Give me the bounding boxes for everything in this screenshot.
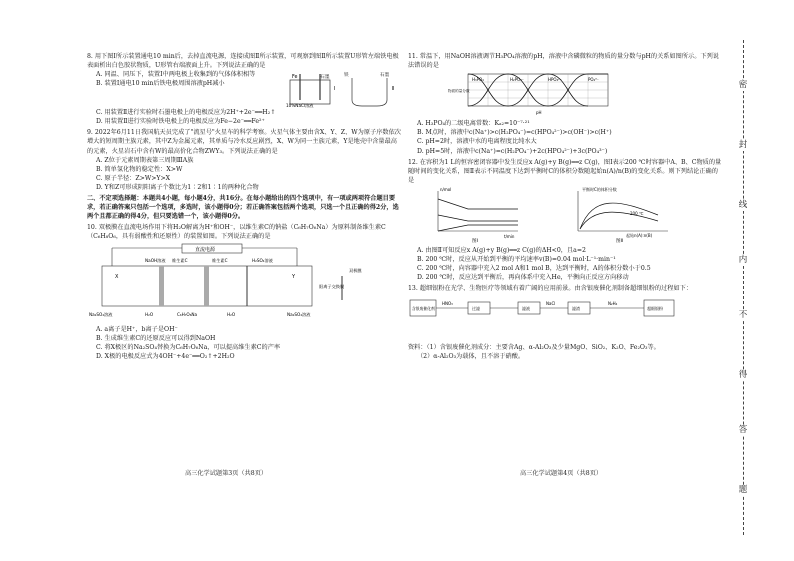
q13-start: 含银废催化剂 — [412, 305, 435, 311]
q11-option-c: C. pH=2时，溶液中水的电离程度比纯水大 — [417, 138, 537, 146]
q13-n2h4: N₂H₄ — [608, 300, 618, 306]
binding-char-3: 线 — [736, 200, 750, 211]
question-13 — [408, 284, 723, 360]
q13-acid: HNO₃ — [442, 300, 453, 306]
q8-figure — [282, 70, 402, 108]
q8-cell-1 — [290, 80, 330, 104]
q11-option-b: B. M点时，溶液中c(Na⁺)>c(H₂PO₄⁻)=c(HPO₄²⁻)>c(OH⁻)>c(H⁺) — [417, 129, 612, 137]
binding-line — [734, 40, 754, 535]
q12-fig2: 图Ⅱ — [616, 238, 623, 243]
q10-h2o-1: H₂O — [145, 311, 154, 317]
q10-figure — [87, 242, 387, 322]
q13-note-2: （2）α-Al₂O₃为载体，且不溶于硝酸。 — [417, 352, 525, 360]
q12-curve-c — [438, 225, 518, 231]
q12-t200: 200 ℃ — [630, 210, 644, 216]
q10-option-b: B. 生成维生素C的还原反应可以得到NaOH — [96, 334, 216, 342]
q10-salt-label: C₆H₇O₆Na — [177, 311, 198, 317]
q13-flowchart — [408, 294, 708, 340]
q10-vc-label: 维生素C — [172, 257, 188, 263]
question-12 — [408, 158, 723, 283]
q10-stem: 10. 双极膜在直流电场作用下将H₂O解离为H⁺和OH⁻，以维生素C的钠盐（C₆H₇O₆Na）为原料制备维生素C（C₆H₈O₆，具有弱酸性和还原性）的装置如图。下列说法正确的是 — [87, 224, 386, 241]
q11-label-hpo4: HPO₄²⁻ — [548, 77, 562, 83]
q13-note-1: 资料：（1）含银废催化剂成分：主要含Ag、α-Al₂O₃及少量MgO、SiO₂、K₂O、Fe₂O₃等。 — [408, 343, 660, 351]
q8-option-c: C. 用装置Ⅱ进行实验时石墨电极上的电极反应为2H⁺+2e⁻══H₂↑ — [96, 109, 276, 117]
section-2-heading: 二、不定项选择题：本题共4小题，每小题4分，共16分。在每小题给出的四个选项中，有一项或两项符合题目要求，若正确答案只包括一个选项，多选时，该小题得0分；若正确答案包括两个选项，只选一个且正确的得2分，选两个且都正确的得4分，但只要选错一个，该小题得0分。 — [87, 195, 399, 221]
q8-fig-ii: Ⅱ — [392, 86, 395, 93]
q10-h2o-2: H₂O — [227, 311, 236, 317]
question-8 — [87, 52, 402, 126]
q12-option-b: B. 200 ℃时，反应从开始到平衡的平均速率v(B)=0.04 mol·L⁻¹·min⁻¹ — [417, 256, 616, 264]
q10-power-label: 直流电源 — [195, 246, 216, 253]
q13-product: 超细银粉 — [647, 305, 663, 311]
q10-option-a: A. a离子是H⁺，b离子是OH⁻ — [96, 325, 178, 333]
q10-y-label: Y — [292, 273, 296, 280]
binding-char-5: 不 — [736, 310, 750, 321]
q11-label-h2po4: H₂PO₄⁻ — [510, 77, 524, 83]
q12-fig1: 图Ⅰ — [472, 238, 478, 243]
q13-stem: 13. 超细银粉在光学、生物医疗等领域有着广阔的应用前景。由含银废催化剂制备超细银粉的过程如下： — [408, 285, 693, 293]
q10-naoh-label: NaOH溶液 — [145, 257, 166, 263]
q13-residue: 滤渣 — [572, 305, 580, 311]
binding-char-6: 得 — [736, 370, 750, 381]
q11-option-d: D. pH=5时，溶液中c(Na⁺)=c(H₂PO₄⁻)+2c(HPO₄²⁻)+3c(PO₄³⁻) — [417, 147, 608, 155]
q12-curve-a — [438, 199, 518, 209]
q8-iron-label: 铁 — [344, 73, 349, 79]
q8-graphite-label: 石墨 — [320, 75, 330, 81]
left-page — [87, 52, 402, 363]
question-11 — [408, 52, 723, 156]
q8-option-a: A. 同温、同压下，装置Ⅰ中两电极上收集到的气体体积相等 — [96, 71, 256, 79]
q10-x-label: X — [115, 273, 119, 280]
q10-bipolar-membrane-2 — [204, 266, 209, 306]
q13-filtrate: 滤液 — [522, 305, 530, 311]
q13-filter: 过滤 — [472, 305, 480, 311]
q12-curve-200 — [580, 212, 658, 229]
q10-option-c: C. 将X极区的Na₂SO₄替换为C₆H₇O₆Na，可以提高维生素C的产率 — [96, 343, 281, 351]
q12-curve-b — [438, 215, 518, 221]
q12-ratio: 起始n(A):n(B) — [626, 232, 653, 238]
q12-option-a: A. 由图Ⅱ可知反应x A(g)+y B(g)══z C(g)的ΔH<0，且a=2 — [417, 247, 586, 255]
q11-label-h3po4: H₃PO₄ — [472, 77, 484, 83]
binding-char-2: 封 — [736, 140, 750, 151]
binding-char-1: 密 — [736, 80, 750, 91]
left-footer: 高三化学试题第3页（共8页） — [185, 470, 268, 477]
q8-fe-label: Fe — [292, 75, 298, 81]
q12-tmin: t/min — [504, 233, 515, 239]
q9-option-b: B. 简单氢化物的稳定性：X>W — [96, 165, 183, 173]
q11-label-po4: PO₄³⁻ — [588, 77, 599, 83]
q10-na2so4-right: Na₂SO₄溶液 — [287, 311, 311, 317]
q9-stem: 9. 2022年6月11日我国航天员完成了"流星号"火星车的科学考察。火星气体主要由含X、Y、Z、W为原子序数依次增大的短周期主族元素，其中Z为金属元素，其单质与冷水反应剧烈，X、W为同一主族元素，Y是地壳中含量最高的元素，火星岩石中含有W的最高价化合物ZWY₃。下列说法正确的是 — [87, 129, 401, 155]
q9-option-c: C. 原子半径：Z>W>Y>X — [96, 174, 171, 182]
q11-option-a: A. H₃PO₄的二级电离常数：Kₐ₂=10⁻⁷·²¹ — [417, 120, 530, 128]
q8-graphite2-label: 石墨 — [380, 73, 390, 79]
q12-cfrac: 平衡时C的体积分数 — [582, 186, 617, 192]
q10-option-d: D. X极的电极反应式为4OH⁻+4e⁻══O₂↑+2H₂O — [96, 352, 235, 360]
q8-option-d: D. 用装置Ⅱ进行实验时铁电极上的电极反应为Fe−2e⁻══Fe²⁺ — [96, 118, 265, 126]
q10-na2so4-left: Na₂SO₄溶液 — [89, 311, 113, 317]
q8-u-tube — [352, 78, 387, 106]
q9-option-a: A. Z位于元素周期表第三周期ⅢA族 — [96, 156, 194, 164]
q12-option-d: D. 200 ℃时，反应达到平衡后，再向体系中充入He，平衡向正反应方向移动 — [417, 274, 629, 282]
q12-figures — [408, 185, 708, 243]
question-9 — [87, 128, 402, 192]
binding-char-7: 答 — [736, 425, 750, 436]
q8-option-b: B. 装置Ⅰ通电10 min后铁电极周围溶液pH减小 — [96, 80, 225, 88]
q8-fig-i: Ⅰ — [334, 86, 336, 93]
q10-cation-label: 阳离子交换膜 — [319, 283, 345, 289]
q11-stem: 11. 常温下，用NaOH溶液调节H₃PO₄溶液的pH，溶液中含磷微粒的物质的量分数与pH的关系如图所示。下列说法错误的是 — [408, 53, 719, 70]
question-10 — [87, 223, 402, 361]
q12-curve-high-t — [580, 203, 658, 229]
q8-solution-label: 10%NaCl溶液 — [286, 103, 314, 109]
binding-char-8: 题 — [736, 485, 750, 496]
q10-vc2-label: 维生素C — [212, 257, 228, 263]
q10-bipolar-label: 双极膜 — [349, 267, 362, 273]
q11-xlabel: pH — [536, 110, 542, 116]
q9-option-d: D. Y和Z可形成阴阳离子个数比为1∶2和1∶1的两种化合物 — [96, 183, 259, 191]
q11-chart — [448, 70, 648, 116]
q12-stem: 12. 在容积为1 L的恒容密闭容器中发生反应x A(g)+y B(g)══z C(g)，图Ⅰ表示200 ℃时容器中A、B、C物质的量随时间的变化关系，图Ⅱ表示不同温度下达到平衡时C的体积分数随起始n(A)/n(B)的变化关系。则下列结论正确的是 — [408, 158, 722, 184]
binding-char-4: 内 — [736, 255, 750, 266]
right-page — [408, 52, 723, 363]
q12-option-c: C. 200 ℃时，向容器中充入2 mol A和1 mol B，达到平衡时，A的体积分数小于0.5 — [417, 265, 651, 273]
q13-nacl: NaCl — [546, 300, 556, 306]
q12-nmol: n/mol — [440, 186, 452, 192]
q8-stem: 8. 用下图Ⅰ所示装置通电10 min后，去掉直流电源，连接成图Ⅱ所示装置，可观察到图Ⅱ所示装置U形管左端铁电极表面析出白色胶状物质，U形管右端液面上升。下列说法正确的是 — [87, 53, 399, 70]
q10-bipolar-membrane-1 — [159, 266, 164, 306]
q11-ylabel: 物质的量分数 — [448, 89, 470, 94]
q10-h2so4-label: H₂SO₄溶液 — [252, 257, 273, 263]
right-footer: 高三化学试题第4页（共8页） — [520, 470, 603, 477]
